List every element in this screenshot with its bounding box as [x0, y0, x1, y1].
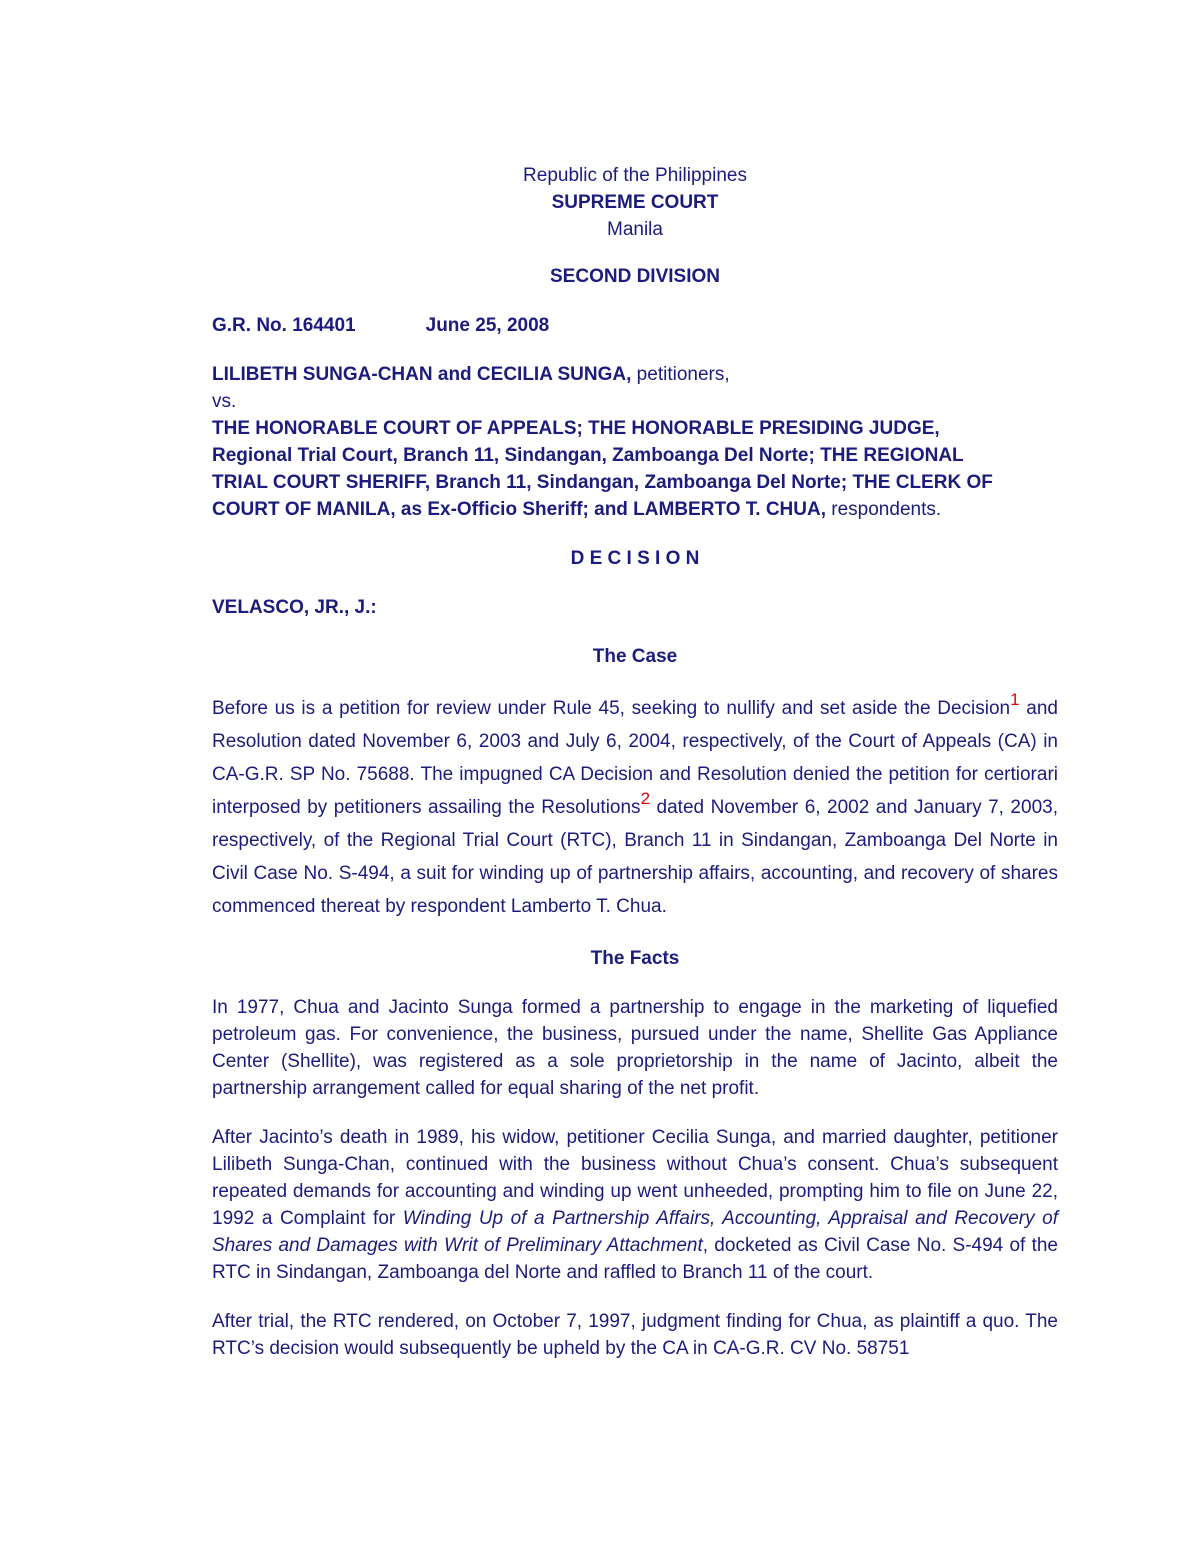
- petitioners-role: petitioners,: [631, 364, 730, 385]
- case-paragraph: [212, 692, 1058, 923]
- footnote-2-link[interactable]: 2: [640, 789, 651, 808]
- petitioners-names: LILIBETH SUNGA-CHAN and CECILIA SUNGA,: [212, 364, 632, 385]
- decision-title: D E C I S I O N: [570, 548, 700, 569]
- division-title: SECOND DIVISION: [550, 266, 720, 287]
- document-body: [212, 162, 1058, 1362]
- ponente: VELASCO, JR., J.:: [212, 597, 377, 618]
- facts-paragraph-2-text-b: , docketed as Civil Case No. S-494 of the RTC in Sindangan, Zamboanga del Norte and raffled to Branch 11 of the court.: [212, 1235, 1058, 1283]
- parties-block: [212, 361, 1058, 523]
- respondents-role: respondents.: [826, 499, 942, 520]
- facts-paragraph-2-text-a: After Jacinto’s death in 1989, his widow, petitioner Cecilia Sunga, and married daughter, petitioner Lilibeth Sunga-Chan, continued with the business without Chua’s consent. Chua’s subsequent repeated demands for accounting and winding up went unheeded, prompting him to file on June 22, 1992 a Complaint for: [212, 1127, 1058, 1229]
- city-line: Manila: [607, 219, 663, 240]
- complaint-title: Winding Up of a Partnership Affairs, Accounting, Appraisal and Recovery of Shares and Damages with Writ of Preliminary Attachment: [212, 1208, 1058, 1256]
- versus: vs.: [212, 391, 237, 412]
- section-heading-case: The Case: [592, 646, 678, 667]
- respondents-line-3: TRIAL COURT SHERIFF, Branch 11, Sindangan, Zamboanga Del Norte; THE CLERK OF: [212, 472, 993, 493]
- respondents-line-1: THE HONORABLE COURT OF APPEALS; THE HONORABLE PRESIDING JUDGE,: [212, 418, 940, 439]
- respondents-line-4: COURT OF MANILA, as Ex-Officio Sheriff; and LAMBERTO T. CHUA,: [212, 499, 826, 520]
- facts-paragraph-3: After trial, the RTC rendered, on October 7, 1997, judgment finding for Chua, as plaintiff a quo. The RTC’s decision would subsequently be upheld by the CA in CA-G.R. CV No. 58751: [212, 1311, 1058, 1359]
- case-paragraph-text-c: dated November 6, 2002 and January 7, 2003, respectively, of the Regional Trial Court (RTC), Branch 11 in Sindangan, Zamboanga Del Norte in Civil Case No. S-494, a suit for winding up of partnership affairs, accounting, and recovery of shares commenced thereat by respondent Lamberto T. Chua.: [212, 797, 1058, 917]
- court-name: SUPREME COURT: [551, 192, 719, 213]
- case-paragraph-text-b: and Resolution dated November 6, 2003 and July 6, 2004, respectively, of the Court of Appeals (CA) in CA-G.R. SP No. 75688. The impugned CA Decision and Resolution denied the petition for certiorari interposed by petitioners assailing the Resolutions: [212, 698, 1058, 818]
- decision-date: June 25, 2008: [425, 315, 550, 336]
- footnote-1-link[interactable]: 1: [1010, 690, 1020, 709]
- case-paragraph-text-a: Before us is a petition for review under Rule 45, seeking to nullify and set aside the Decision: [212, 698, 1011, 719]
- country-line: Republic of the Philippines: [523, 165, 747, 186]
- gr-number: G.R. No. 164401: [212, 315, 356, 336]
- facts-paragraph-1: In 1977, Chua and Jacinto Sunga formed a partnership to engage in the marketing of liquefied petroleum gas. For convenience, the business, pursued under the name, Shellite Gas Appliance Center (Shellite), was registered as a sole proprietorship in the name of Jacinto, albeit the partnership arrangement called for equal sharing of the net profit.: [212, 997, 1058, 1099]
- facts-paragraph-2: [212, 1124, 1058, 1286]
- case-number-row: [212, 312, 1058, 339]
- section-heading-facts: The Facts: [590, 948, 680, 969]
- respondents-line-2: Regional Trial Court, Branch 11, Sindangan, Zamboanga Del Norte; THE REGIONAL: [212, 445, 964, 466]
